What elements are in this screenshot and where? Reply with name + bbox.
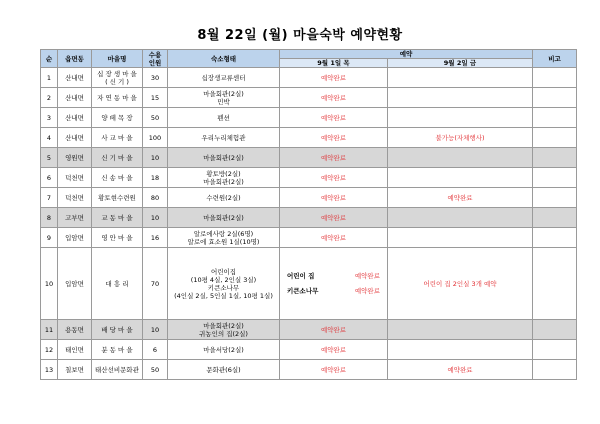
table-row xyxy=(41,188,577,208)
cell-town: 덕천면 xyxy=(58,168,92,188)
cell-town: 산내면 xyxy=(58,128,92,148)
cell-town: 산내면 xyxy=(58,88,92,108)
cell-lodging-line: 알로에 효소원 1실(10명) xyxy=(187,237,260,246)
cell-village xyxy=(92,128,143,148)
cell-lodging-line: 알로에사랑 2실(6명) xyxy=(193,229,254,238)
cell-day2: 예약완료 xyxy=(388,188,533,208)
cell-lodging xyxy=(168,248,280,320)
cell-note xyxy=(533,320,577,340)
cell-lodging-line: 마을회관(2실) xyxy=(203,89,244,98)
cell-village-line: 태산선비문화관 xyxy=(95,365,139,374)
cell-town: 용동면 xyxy=(58,320,92,340)
cell-village xyxy=(92,340,143,360)
cell-lodging-line: 펜션 xyxy=(217,113,230,122)
header-capacity-line: 수용 xyxy=(148,50,162,59)
cell-lodging-line: 문화관(6실) xyxy=(206,365,241,374)
cell-no: 12 xyxy=(41,340,58,360)
cell-village-line: 사 교 마 을 xyxy=(101,133,133,142)
cell-lodging-line: 민박 xyxy=(217,97,230,106)
cell-no: 6 xyxy=(41,168,58,188)
cell-no: 3 xyxy=(41,108,58,128)
cell-note xyxy=(533,188,577,208)
cell-day2 xyxy=(388,228,533,248)
cell-no: 13 xyxy=(41,360,58,380)
cell-day1: 예약완료 xyxy=(280,340,388,360)
cell-lodging xyxy=(168,360,280,380)
cell-no: 11 xyxy=(41,320,58,340)
cell-day1: 예약완료 xyxy=(280,360,388,380)
cell-day2 xyxy=(388,208,533,228)
cell-lodging-line: 마을회관(2실) xyxy=(203,213,244,222)
cell-no: 8 xyxy=(41,208,58,228)
cell-village-line: 신 기 마 을 xyxy=(101,153,133,162)
cell-capacity: 18 xyxy=(143,168,168,188)
table-row xyxy=(41,248,577,320)
header-town: 읍면동 xyxy=(58,50,92,68)
cell-village-line: 분 동 마 을 xyxy=(101,345,133,354)
cell-town: 태인면 xyxy=(58,340,92,360)
cell-no: 4 xyxy=(41,128,58,148)
cell-lodging xyxy=(168,108,280,128)
cell-lodging-line: 마을회관(2실) xyxy=(203,321,244,330)
day1-item-name: 어린이 집 xyxy=(287,272,315,280)
cell-capacity: 16 xyxy=(143,228,168,248)
cell-note xyxy=(533,148,577,168)
cell-day1: 예약완료 xyxy=(280,128,388,148)
cell-lodging-line: 마을서당(2실) xyxy=(203,345,244,354)
cell-town: 입암면 xyxy=(58,228,92,248)
cell-note xyxy=(533,360,577,380)
table-row xyxy=(41,340,577,360)
cell-capacity: 100 xyxy=(143,128,168,148)
cell-village xyxy=(92,108,143,128)
cell-note xyxy=(533,168,577,188)
cell-capacity: 10 xyxy=(143,320,168,340)
header-capacity xyxy=(143,50,168,68)
cell-note xyxy=(533,208,577,228)
cell-village-line: 십 장 생 마 을 xyxy=(97,69,137,78)
cell-note xyxy=(533,340,577,360)
cell-day1: 예약완료 xyxy=(280,320,388,340)
cell-capacity: 80 xyxy=(143,188,168,208)
cell-village-line: 자 연 동 마 을 xyxy=(97,93,137,102)
cell-lodging xyxy=(168,68,280,88)
cell-capacity: 6 xyxy=(143,340,168,360)
cell-capacity: 10 xyxy=(143,148,168,168)
table-row xyxy=(41,88,577,108)
cell-no: 1 xyxy=(41,68,58,88)
cell-note xyxy=(533,228,577,248)
cell-lodging xyxy=(168,188,280,208)
day1-item xyxy=(281,272,386,280)
cell-lodging xyxy=(168,320,280,340)
cell-no: 7 xyxy=(41,188,58,208)
cell-no: 2 xyxy=(41,88,58,108)
cell-day2 xyxy=(388,340,533,360)
cell-day1: 예약완료 xyxy=(280,148,388,168)
day1-item-status: 예약완료 xyxy=(354,287,380,295)
cell-day1: 예약완료 xyxy=(280,88,388,108)
cell-town: 입암면 xyxy=(58,248,92,320)
cell-day1: 예약완료 xyxy=(280,188,388,208)
cell-lodging-line: 황토방(2실) xyxy=(206,169,241,178)
cell-note xyxy=(533,88,577,108)
cell-village xyxy=(92,320,143,340)
table-row xyxy=(41,168,577,188)
cell-day2: 불가능(자체행사) xyxy=(388,128,533,148)
cell-town: 고부면 xyxy=(58,208,92,228)
cell-lodging-line: 귀농인의 집(2실) xyxy=(199,329,248,338)
cell-village xyxy=(92,248,143,320)
cell-village-line: 신 송 마 을 xyxy=(101,173,133,182)
reservation-table xyxy=(40,49,577,380)
cell-day2: 예약완료 xyxy=(388,360,533,380)
cell-lodging-line: 마을회관(2실) xyxy=(203,177,244,186)
cell-day2 xyxy=(388,168,533,188)
table-row xyxy=(41,108,577,128)
cell-lodging-line: 마을회관(2실) xyxy=(203,153,244,162)
cell-day1: 예약완료 xyxy=(280,168,388,188)
cell-day2 xyxy=(388,88,533,108)
cell-lodging-line: 키큰소나무 xyxy=(207,283,240,292)
cell-capacity: 30 xyxy=(143,68,168,88)
cell-village xyxy=(92,88,143,108)
cell-note xyxy=(533,68,577,88)
cell-village xyxy=(92,228,143,248)
cell-town: 산내면 xyxy=(58,108,92,128)
cell-village xyxy=(92,360,143,380)
cell-lodging xyxy=(168,128,280,148)
table-row xyxy=(41,360,577,380)
page-title: 8월 22일 (월) 마을숙박 예약현황 xyxy=(197,28,403,43)
table-row xyxy=(41,320,577,340)
table-row xyxy=(41,68,577,88)
cell-no: 10 xyxy=(41,248,58,320)
cell-village-line: 양 떼 목 장 xyxy=(101,113,133,122)
header-village: 마을명 xyxy=(92,50,143,68)
cell-village-line: 대 흥 리 xyxy=(105,279,129,288)
cell-day2 xyxy=(388,68,533,88)
cell-village-line: ( 신 기 ) xyxy=(105,77,129,86)
cell-capacity: 10 xyxy=(143,208,168,228)
header-capacity-line: 인원 xyxy=(148,58,162,67)
cell-lodging xyxy=(168,228,280,248)
cell-village xyxy=(92,168,143,188)
day1-item-name: 키큰소나무 xyxy=(287,287,319,295)
cell-lodging-line: (4인실 2실, 5인실 1실, 10평 1실) xyxy=(174,291,273,300)
cell-note xyxy=(533,128,577,148)
cell-day2 xyxy=(388,148,533,168)
header-lodging: 숙소형태 xyxy=(168,50,280,68)
cell-town: 영원면 xyxy=(58,148,92,168)
cell-day2 xyxy=(388,108,533,128)
cell-lodging xyxy=(168,148,280,168)
header-no: 순 xyxy=(41,50,58,68)
cell-lodging-line: 수련원(2실) xyxy=(206,193,241,202)
cell-day2 xyxy=(388,320,533,340)
day1-item xyxy=(281,287,386,295)
cell-village xyxy=(92,68,143,88)
cell-day1: 예약완료 xyxy=(280,228,388,248)
cell-day1 xyxy=(280,248,388,320)
table-row xyxy=(41,228,577,248)
cell-capacity: 70 xyxy=(143,248,168,320)
header-reservation: 예약 xyxy=(280,50,533,59)
cell-town: 덕천면 xyxy=(58,188,92,208)
cell-village-line: 황토현수련원 xyxy=(98,193,136,202)
cell-lodging-line: (10평 4실, 2인실 3실) xyxy=(190,275,257,284)
cell-town: 칠보면 xyxy=(58,360,92,380)
cell-capacity: 50 xyxy=(143,360,168,380)
cell-capacity: 50 xyxy=(143,108,168,128)
cell-village-line: 교 동 마 을 xyxy=(101,213,133,222)
cell-lodging xyxy=(168,340,280,360)
cell-day1: 예약완료 xyxy=(280,208,388,228)
cell-village-line: 영 안 마 을 xyxy=(101,233,133,242)
cell-village-line: 배 당 마 을 xyxy=(101,325,133,334)
cell-village xyxy=(92,208,143,228)
table-row xyxy=(41,148,577,168)
cell-village xyxy=(92,148,143,168)
cell-lodging xyxy=(168,208,280,228)
cell-lodging-line: 어린이집 xyxy=(210,267,237,276)
cell-note xyxy=(533,108,577,128)
table-row xyxy=(41,128,577,148)
cell-day1: 예약완료 xyxy=(280,108,388,128)
cell-no: 9 xyxy=(41,228,58,248)
table-body xyxy=(41,68,577,380)
cell-day2: 어린이 집 2인실 3개 예약 xyxy=(388,248,533,320)
header-note: 비고 xyxy=(533,50,577,68)
cell-village xyxy=(92,188,143,208)
header-day1: 9월 1일 목 xyxy=(280,59,388,68)
cell-lodging xyxy=(168,88,280,108)
table-row xyxy=(41,208,577,228)
cell-note xyxy=(533,248,577,320)
header-day2: 9월 2일 금 xyxy=(388,59,533,68)
cell-capacity: 15 xyxy=(143,88,168,108)
cell-lodging-line: 십장생교류센터 xyxy=(201,73,246,82)
cell-lodging-line: 우리누리체험관 xyxy=(201,133,246,142)
cell-town: 산내면 xyxy=(58,68,92,88)
cell-lodging xyxy=(168,168,280,188)
day1-item-status: 예약완료 xyxy=(354,272,380,280)
cell-day1: 예약완료 xyxy=(280,68,388,88)
cell-no: 5 xyxy=(41,148,58,168)
